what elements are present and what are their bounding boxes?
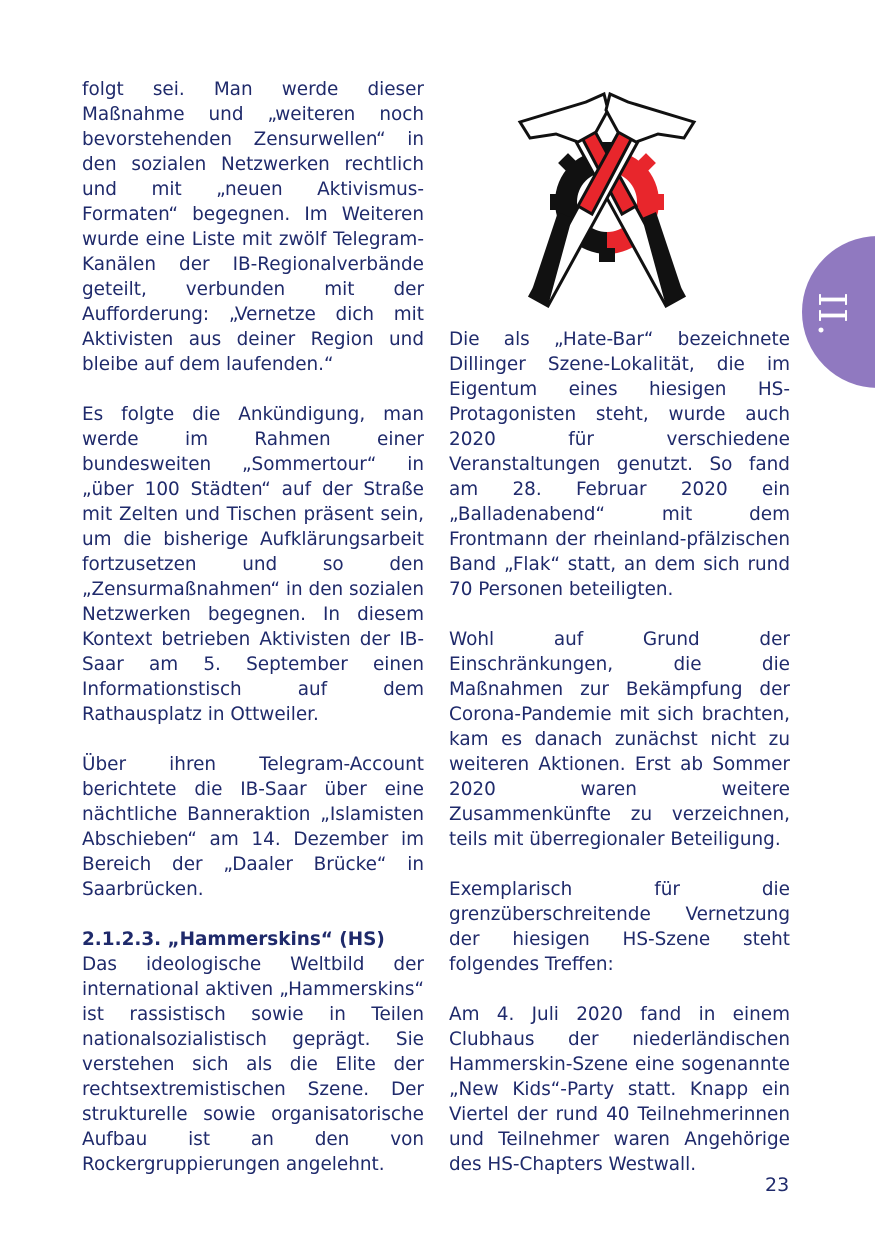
paragraph: Exemplarisch für die grenzüberschreitende Vernetzung der hiesigen HS-Szene steht folgendes Treffen: (449, 879, 790, 975)
page-number: 23 (765, 1174, 790, 1196)
chapter-tab-label: II. (810, 292, 854, 338)
paragraph: Wohl auf Grund der Einschränkungen, die die Maßnahmen zur Bekämpfung der Corona-Pandemie mit sich brachten, kam es danach zunächst nicht zu weiteren Aktionen. Erst ab Sommer 2020 waren weitere Zusammenkünfte zu verzeichnen, teils mit überregionaler Beteiligung. (449, 629, 790, 850)
hammerskins-logo-image (516, 86, 698, 308)
paragraph: Über ihren Telegram-Account berichtete die IB-Saar über eine nächtliche Banneraktion „Islamisten Abschieben“ am 14. Dezember im Bereich der „Daaler Brücke“ in Saarbrücken. (82, 754, 424, 900)
section-heading: 2.1.2.3. „Hammerskins“ (HS) (82, 929, 385, 950)
paragraph: Es folgte die Ankündigung, man werde im Rahmen einer bundesweiten „Sommertour“ in „über 100 Städten“ auf der Straße mit Zelten und Tischen präsent sein, um die bisherige Aufklärungsarbeit fortzusetzen und so den „Zensurmaßnahmen“ in den sozialen Netzwerken begegnen. In diesem Kontext betrieben Aktivisten der IB-Saar am 5. September einen Informationstisch auf dem Rathausplatz in Ottweiler. (82, 404, 424, 725)
paragraph: Das ideologische Weltbild der international aktiven „Hammerskins“ ist rassistisch sowie in Teilen nationalsozialistisch geprägt. Sie verstehen sich als die Elite der rechtsextremistischen Szene. Der strukturelle sowie organisatorische Aufbau ist an den von Rockergruppierungen angelehnt. (82, 954, 424, 1175)
right-text-column (449, 327, 790, 1177)
paragraph: Am 4. Juli 2020 fand in einem Clubhaus der niederländischen Hammerskin-Szene eine sogenannte „New Kids“-Party statt. Knapp ein Viertel der rund 40 Teilnehmerinnen und Teilnehmer waren Angehörige des HS-Chapters Westwall. (449, 1004, 790, 1175)
paragraph: folgt sei. Man werde dieser Maßnahme und „weiteren noch bevorstehenden Zensurwellen“ in den sozialen Netzwerken rechtlich und mit „neuen Aktivismus-Formaten“ begegnen. Im Weiteren wurde eine Liste mit zwölf Telegram-Kanälen der IB-Regionalverbände geteilt, verbunden mit der Aufforderung: „Vernetze dich mit Aktivisten aus deiner Region und bleibe auf dem laufenden.“ (82, 79, 424, 375)
paragraph: Die als „Hate-Bar“ bezeichnete Dillinger Szene-Lokalität, die im Eigentum eines hiesigen HS-Protagonisten steht, wurde auch 2020 für verschiedene Veranstaltungen genutzt. So fand am 28. Februar 2020 ein „Balladenabend“ mit dem Frontmann der rheinland-pfälzischen Band „Flak“ statt, an dem sich rund 70 Personen beteiligten. (449, 329, 790, 600)
left-text-column (82, 77, 424, 1177)
